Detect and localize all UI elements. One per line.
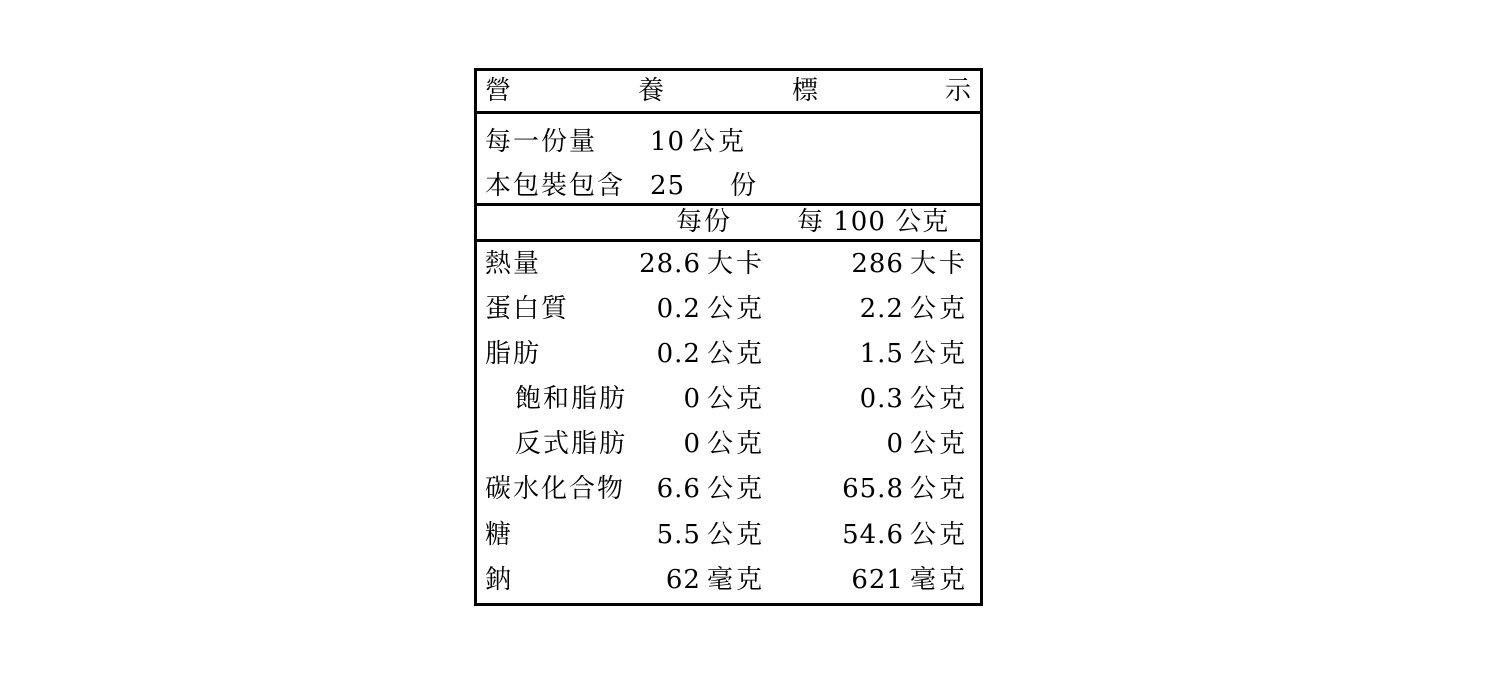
header-per-100g: 每 100 公克 [797, 207, 950, 237]
nutrient-name: 脂肪 [485, 339, 542, 369]
per-serving-value: 62 毫克 [665, 565, 765, 595]
nutrient-rows [477, 242, 980, 603]
nutrient-name: 反式脂肪 [515, 429, 628, 459]
serving-count-label: 本包裝包含 [485, 171, 626, 201]
per-100g-value: 65.8 公克 [842, 474, 968, 504]
title-char-1: 營 [485, 76, 512, 106]
nutrient-name: 熱量 [485, 249, 542, 279]
nutrient-row-fat [477, 332, 980, 377]
serving-info [477, 114, 980, 206]
nutrient-name: 鈉 [485, 565, 514, 595]
per-serving-value: 0.2 公克 [656, 339, 765, 369]
nutrient-row-carbohydrate [477, 467, 980, 512]
title-char-4: 示 [945, 76, 972, 106]
per-serving-value: 0 公克 [683, 384, 765, 414]
per-100g-value: 286 大卡 [851, 249, 968, 279]
nutrient-row-sodium [477, 558, 980, 603]
nutrient-name: 飽和脂肪 [515, 384, 628, 414]
label-title [477, 71, 980, 114]
nutrient-row-saturated-fat [477, 377, 980, 422]
per-serving-value: 28.6 大卡 [639, 249, 765, 279]
per-100g-value: 621 毫克 [851, 565, 968, 595]
serving-count-unit: 份 [730, 171, 757, 201]
per-serving-value: 5.5 公克 [656, 520, 765, 550]
serving-size-label: 每一份量 [485, 127, 598, 157]
per-100g-value: 0.3 公克 [859, 384, 968, 414]
per-serving-value: 0 公克 [683, 429, 765, 459]
nutrient-name: 碳水化合物 [485, 474, 626, 504]
per-100g-value: 0 公克 [886, 429, 968, 459]
per-serving-value: 6.6 公克 [656, 474, 765, 504]
nutrient-name: 糖 [485, 520, 514, 550]
title-char-3: 標 [792, 76, 819, 106]
nutrient-name: 蛋白質 [485, 294, 570, 324]
serving-count-value: 25 [650, 171, 686, 201]
column-headers [477, 206, 980, 242]
header-per-serving: 每份 [676, 207, 733, 237]
nutrient-row-protein [477, 287, 980, 332]
nutrition-label [474, 68, 983, 606]
per-serving-value: 0.2 公克 [656, 294, 765, 324]
nutrient-row-trans-fat [477, 422, 980, 467]
serving-size-value: 10 [650, 127, 686, 157]
nutrient-row-energy [477, 242, 980, 287]
title-char-2: 養 [638, 76, 665, 106]
per-100g-value: 54.6 公克 [842, 520, 968, 550]
serving-size-unit: 公克 [689, 127, 748, 157]
per-100g-value: 1.5 公克 [859, 339, 968, 369]
nutrient-row-sugar [477, 513, 980, 558]
per-100g-value: 2.2 公克 [859, 294, 968, 324]
